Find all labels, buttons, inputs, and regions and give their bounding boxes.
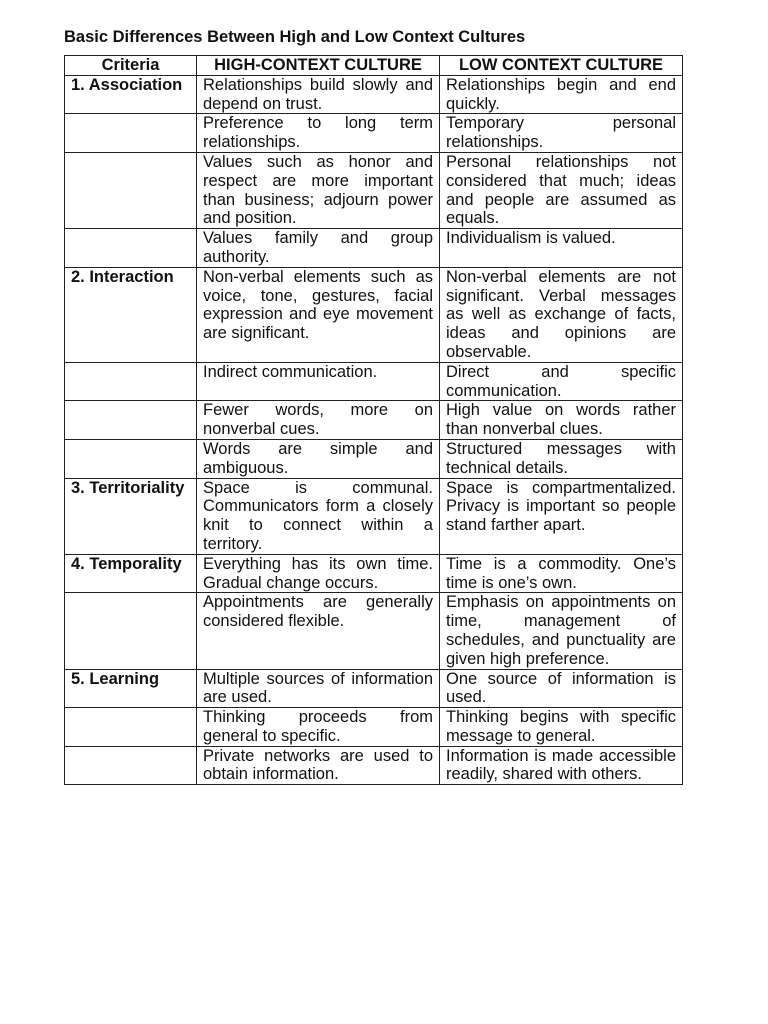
high-context-cell: Space is communal. Communicators form a closely knit to connect within a territory.: [197, 478, 440, 554]
table-row: [65, 75, 683, 114]
criteria-cell: 3. Territoriality: [65, 478, 197, 554]
criteria-cell: [65, 229, 197, 268]
high-context-cell: Everything has its own time. Gradual change occurs.: [197, 554, 440, 593]
high-context-cell: Values family and group authority.: [197, 229, 440, 268]
low-context-cell: Time is a commodity. One’s time is one’s own.: [440, 554, 683, 593]
criteria-cell: [65, 708, 197, 747]
high-context-cell: Thinking proceeds from general to specific.: [197, 708, 440, 747]
header-criteria: Criteria: [65, 56, 197, 76]
table-row: [65, 708, 683, 747]
high-context-cell: Relationships build slowly and depend on trust.: [197, 75, 440, 114]
criteria-cell: [65, 362, 197, 401]
document-page: [64, 27, 682, 785]
table-row: [65, 593, 683, 669]
high-context-cell: Appointments are generally considered flexible.: [197, 593, 440, 669]
table-row: [65, 746, 683, 785]
table-row: [65, 478, 683, 554]
low-context-cell: Thinking begins with specific message to general.: [440, 708, 683, 747]
document-title: Basic Differences Between High and Low Context Cultures: [64, 28, 526, 46]
criteria-cell: [65, 439, 197, 478]
table-row: [65, 439, 683, 478]
low-context-cell: Temporary personal relationships.: [440, 114, 683, 153]
criteria-cell: [65, 401, 197, 440]
low-context-cell: Relationships begin and end quickly.: [440, 75, 683, 114]
high-context-cell: Multiple sources of information are used.: [197, 669, 440, 708]
criteria-cell: [65, 746, 197, 785]
low-context-cell: Information is made accessible readily, shared with others.: [440, 746, 683, 785]
low-context-cell: Space is compartmentalized. Privacy is important so people stand farther apart.: [440, 478, 683, 554]
criteria-cell: 5. Learning: [65, 669, 197, 708]
table-row: [65, 152, 683, 228]
criteria-cell: [65, 593, 197, 669]
high-context-cell: Values such as honor and respect are more important than business; adjourn power and position.: [197, 152, 440, 228]
low-context-cell: Emphasis on appointments on time, management of schedules, and punctuality are given high preference.: [440, 593, 683, 669]
high-context-cell: Indirect communication.: [197, 362, 440, 401]
header-low-context: LOW CONTEXT CULTURE: [440, 56, 683, 76]
low-context-cell: Direct and specific communication.: [440, 362, 683, 401]
low-context-cell: Personal relationships not considered that much; ideas and people are assumed as equals.: [440, 152, 683, 228]
low-context-cell: Non-verbal elements are not significant. Verbal messages as well as exchange of facts, ideas and opinions are observable.: [440, 267, 683, 362]
low-context-cell: Structured messages with technical details.: [440, 439, 683, 478]
table-row: [65, 554, 683, 593]
table-row: [65, 267, 683, 362]
criteria-cell: [65, 114, 197, 153]
high-context-cell: Preference to long term relationships.: [197, 114, 440, 153]
criteria-cell: 1. Association: [65, 75, 197, 114]
table-header-row: [65, 56, 683, 76]
header-high-context: HIGH-CONTEXT CULTURE: [197, 56, 440, 76]
table-row: [65, 114, 683, 153]
low-context-cell: Individualism is valued.: [440, 229, 683, 268]
criteria-cell: 4. Temporality: [65, 554, 197, 593]
criteria-cell: [65, 152, 197, 228]
high-context-cell: Fewer words, more on nonverbal cues.: [197, 401, 440, 440]
low-context-cell: One source of information is used.: [440, 669, 683, 708]
high-context-cell: Words are simple and ambiguous.: [197, 439, 440, 478]
table-row: [65, 229, 683, 268]
comparison-table: [64, 55, 683, 785]
high-context-cell: Non-verbal elements such as voice, tone, gestures, facial expression and eye movement are significant.: [197, 267, 440, 362]
table-row: [65, 669, 683, 708]
criteria-cell: 2. Interaction: [65, 267, 197, 362]
table-row: [65, 362, 683, 401]
table-row: [65, 401, 683, 440]
low-context-cell: High value on words rather than nonverbal clues.: [440, 401, 683, 440]
high-context-cell: Private networks are used to obtain information.: [197, 746, 440, 785]
